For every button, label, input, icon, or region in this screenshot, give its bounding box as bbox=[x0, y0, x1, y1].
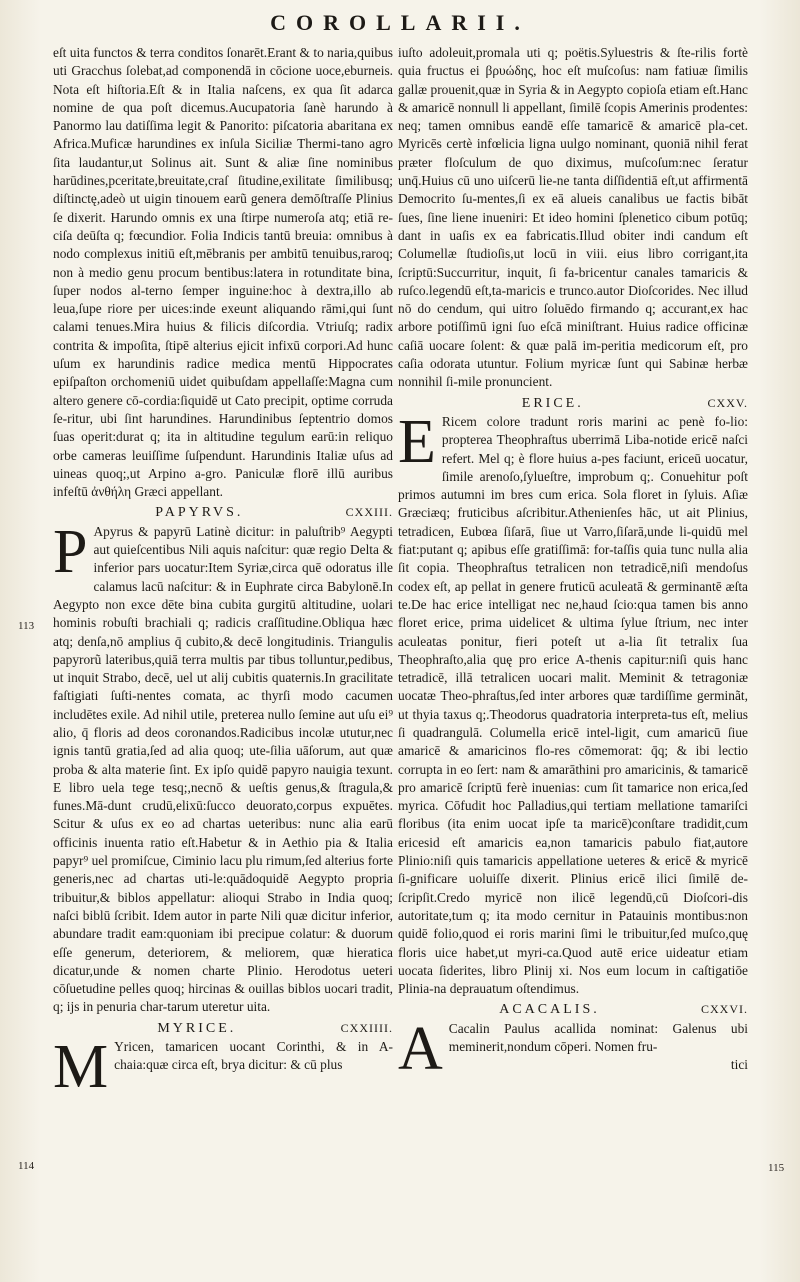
catchword: tici bbox=[730, 1057, 748, 1073]
heading-number: CXXVI. bbox=[701, 1002, 748, 1017]
margin-number: 115 bbox=[768, 1162, 785, 1174]
heading-number: CXXIIII. bbox=[340, 1020, 393, 1035]
heading-title: PAPYRVS. bbox=[155, 505, 244, 521]
left-column bbox=[53, 44, 393, 1102]
heading-number: CXXIII. bbox=[345, 505, 393, 520]
paragraph-erice bbox=[398, 407, 748, 999]
section-heading bbox=[398, 394, 748, 413]
paragraph-text: Ricem colore tradunt roris marini ac penè fo-lio: propterea Theophraſtus uberrimā Liba-notide ericē naſci refert. Mel q; è flore huius a-pes faciunt, ericeū uocatur, ſimile arenoſo,ſylueſtre, improbum q;. Conuehitur poſt primos autumni im bres cum erica. Sola floret in ſyluis. Aſiæ Græciæq; fruticibus aſcribitur.Athenienſes hāc, ut ait Plinius, tetradicen, Eubœa ſiſarā, ſiue ut Varro,ſiſarā,unde li-quidū mel fiat:putant q; apibus eſſe gratiſſimā: for-taſſis quia tunc nulla alia ſit copia. Theophraſtus tetralicen non tetradicē,niſi mendoſus codex eſt, ap pellat in genere fruticū aculeatā & germinantē æſta te.De hac erice intelligat nec ne,haud ſcio:qua tamen bis anno floret erice, prima uidelicet & ultima ſylue ſtrium, nec inter aculeatas ponitur, fieri poteſt ut a-lia ſit tetralix ſua Theophraſto,alia quę pro erice A-thenis capitur:niſi quis hanc tetradicē, illā tetralicen uocari malit. Meminit & tetragoniæ uocatæ Theo-phraſtus,ſed inter arbores quæ tardiſſime germinãt, ut thyia taxus q;.Theodorus quadratoria interpreta-tus eſt, melius ſi quadrangulā. Columella ericē intel-ligit, cum amaricū ſiue amaricē & amaricinos flo-res cōmemorat: q̄q; & ibi lectio corrupta in eo ſert: nam & amarāthini pro amaricinis, & tamaricē pro amaricē ſcriptū ferè inuenias: cum ſit tamarice non erica,ſed myrica. Cōfudit hoc Palladius,qui tertiam mellatione tamariſci floribus (ita enim uocat ipſe ta maricē)conſtare tradidit,cum ericesid eſt amaricis ea,non tamaricis pabulo fiat,autore Plinio:niſi quis tamaricis appellatione ueteres & ericē & myricē ſi-gnificare uoluiſſe dixerit. Plinius ericē ilici ſimilē de-ſcripſit.Credo myricē non ilicē legendū,cū Dioſcori-dis autoritate,tum q; ita modo cernitur in Patauinis montibus:non quidē folio,quod ei roris marini ſimi le tribuitur,ſed muſco,quę floris uice habet,ut myri-ca.Quod autē erice uideatur etiam uocata ſiderites, libro Plinij xi. Nos eum locum in caſtigatiōe Plinia-na deprauatum oſtendimus. bbox=[398, 413, 748, 997]
heading-title: ERICE. bbox=[521, 395, 584, 411]
paragraph-text: Apyrus & papyrū Latinè dicitur: in paluſtrib⁹ Aegypti aut quieſcentibus Nili aquis naſcitur: quæ regio Delta & inferior pars uocatur:Item Syriæ,circa quē odoratus ille calamus lacū naſcitur: & in Euphrate circa Babylonē.In Aegypto non exce dēte bina cubita gurgitū altitudine, uolari hominis robuſti brachiali q; radicis craſſitudine.Obliqua hæc atq; denſa,nō amplius q̄ cubito,& decē longitudinis. Triangulis papyrorũ lateribus,quiā terra multis par tibus tolluntur,pedibus, ut inquit Strabo, decē, uel ut alij cubitis quaternis.In gracilitate faſtigiati ſuſti-nentes comata, ac thyrſi modo cacumen includētes exile. Ad nihil utile, preterea nullo ſemine aut uſu ei⁹ alio, q̄ floris ad deos coronandos.Radicibus incolæ ututur,nec ignis tantū gratia,ſed ad alia quoq; ute-ſilia uāſorum, aut quæ proba & alta materie ſint. Ex ipſo quidē papyro nauigia texunt. E libro uela tege tesq;,necnō & ueſtis genus,& ſtragula,& funes.Mā-dunt crudū,elixū:ſucco deuorato,corpus expuētes. Scitur & uſus ex eo ad chartas ueteribus: nunc alia earū officinis inuenta ratio eſt.Habetur & in Aethio pia & Italia papyr⁹ uel promiſcue, Ciminio lacu plu rimum,ſed alterius forte generis,nec ad chartas uti-le:quādoquidē Aegypto propria tribuitur,& biblos appellatur: alioqui Strabo in India quoq; naſci biblū ſcribit. Idem autor in parte Nili quæ dicitur inferior, abundare tradit eam:quoniam ibi precipue colatur: & duorum eſſe generum, deteriorem, & meliorem, quæ hieratica dicatur,unde & nomen charte Plinio. Herodotus ueteri cōſuetudine pelles quoq; hircinas & ouillas biblos uocari tradit, q; ijs in penuria char-tarum uteretur uita. bbox=[53, 523, 393, 1015]
drop-cap: M bbox=[53, 1033, 109, 1102]
running-head: COROLLARII. bbox=[270, 10, 530, 35]
margin-number: 113 bbox=[18, 620, 35, 632]
drop-cap: E bbox=[398, 407, 436, 476]
heading-title: ACACALIS. bbox=[499, 1002, 600, 1018]
section-heading bbox=[53, 503, 393, 522]
drop-cap: A bbox=[398, 1014, 443, 1083]
heading-number: CXXV. bbox=[707, 395, 748, 410]
drop-cap: P bbox=[53, 517, 88, 586]
heading-title: MYRICE. bbox=[157, 1020, 237, 1036]
paragraph-text: Cacalin Paulus acallida nominat: Galenus ubi meminerit,nondum cōperi. Nomen fru- bbox=[448, 1020, 748, 1055]
section-heading bbox=[398, 1000, 748, 1019]
right-column bbox=[398, 44, 748, 1083]
paragraph-myrice-cont: iuſto adoleuit,promala uti q; poëtis.Syluestris & ſte-rilis fortè quia fructus ei βρυώδης, hoc eſt muſcoſus: nam fatiuæ ſimilis gallæ prouenit,quæ in Syria & in Aegypto copioſa etiam eſt.Hanc & amaricē nonnull li appellant, ſimilē ſcopis Amerinis prodentes: neq; tamen omnibus eandē eſſe tamaricē & amaricē pla-cet. Myricēs certè infœlicia ligna uulgo nominant, quoniā nihil ferat præter floſculum de quo diximus, muſcoſum:nec ſeratur unq̄.Huius cū uno uiſcerū lie-ne tanta diſſidentiā eſt,ut affirmentā Democrito ſu-mentes,ſi ex eā alueis canalibus ue factis bibāt ſues, ſine liene inueniri: Et ideo homini ſplenetico cibum potūq; dant in uaſis ex ea fabricatis.Illud obiter indi candum eſt Columellæ ſtudioſis,ut locū in viii. eius libro corrigant,ita ſcriptū:Succurritur, inquit, ſi fa-bricentur canales tamaricis & ruſco.legendū eſt,ta-maricis e trunco.autor Dioſcorides. Nec illud nō do cendum, qui uitro ſoluēdo firmando q; accurant,ex hac arbore potiſſimū igni ſuo eſcā miniſtrant. Huius radice officinæ caſiā uocare ſolent: & quæ palā im-peritia medicorum eſt, pro caſia odorata utuntur. Folium myricæ ſunt qui Sabinæ herbæ nonnihil ſi-mile pronuncient. bbox=[398, 45, 748, 390]
section-heading bbox=[53, 1019, 393, 1038]
margin-number: 114 bbox=[18, 1160, 35, 1172]
paragraph-harundo: eſt uita functos & terra conditos ſonarēt.Erant & to naria,quibus uti Gracchus ſolebat,ad componendā in cōcione uoce,eburneis. Nota eſt hiſtoria.Eſt & in Italia naſcens, ex qua ſit adarca nomine de qua poſt dicemus.Aucupatoria ſanè harundo à Panormo lau datiſſima legit & Panorito: piſcatoria abaritana ex Africa.Muficæ harundines ex inſula Siciliæ Thermi-tano agro ſita laudantur,ut Solinus ait. Sunt & aliæ ſine nominibus harūdines,pceritate,breuitate,craſ ſitudine,exilitate ſimilibusq; diſtinctę,adeò ut uigin tinouem earũ genera demōſtraſſe Plinius ſe dixerit. Harundo omnis ex una ſtirpe numeroſa atq; etiā re-ciſa deūſta q; fœcundior. Folia Indicis tantū breuia: omnibus à nodo complexus initiū eſt,mēbranis per ambitū tenuibus,raroq; non à medio genu procum bentibus:latera in rotunditate bina, ſuper nodos al-terno ſemper inguine:hoc à dextra,illo ab leua,ſupe riore per uices:inde exeunt aliquando rāmi,qui ſunt calami tenues.Mira huius & filicis diſcordia. Vtriuſq; radix contrita & impoſita, ſtipē alterius ejicit infixū corpori.Ad hunc uſum ex harundinis radice medica mentū Hippocrates epiſpaſton orchomeniū uidet quibuſdam appellaſſe:Magna cum altero genere cō-cordia:ſiquidē ut Cato precipit, optime corruda ſe-ritur, ubi ſint harundines. Harundinibus ſeptentrio domos ſuas operit:durat q; ita in altitudine tegulum earū:in reliquo orbe cameras leuiſſime ſuſpendunt. Harundinis Italiæ uſus ad uineas quoq;,ut Arpino a-gro. Paniculæ florē illū auribus infeſtū ἀνθήλη Græci appellant. bbox=[53, 45, 393, 500]
paragraph-myrice bbox=[53, 1033, 393, 1102]
paragraph-text: Yricen, tamaricen uocant Corinthi, & in A-chaia:quæ circa eſt, brya dicitur: & cū plus bbox=[114, 1039, 393, 1073]
paragraph-papyrus bbox=[53, 517, 393, 1017]
